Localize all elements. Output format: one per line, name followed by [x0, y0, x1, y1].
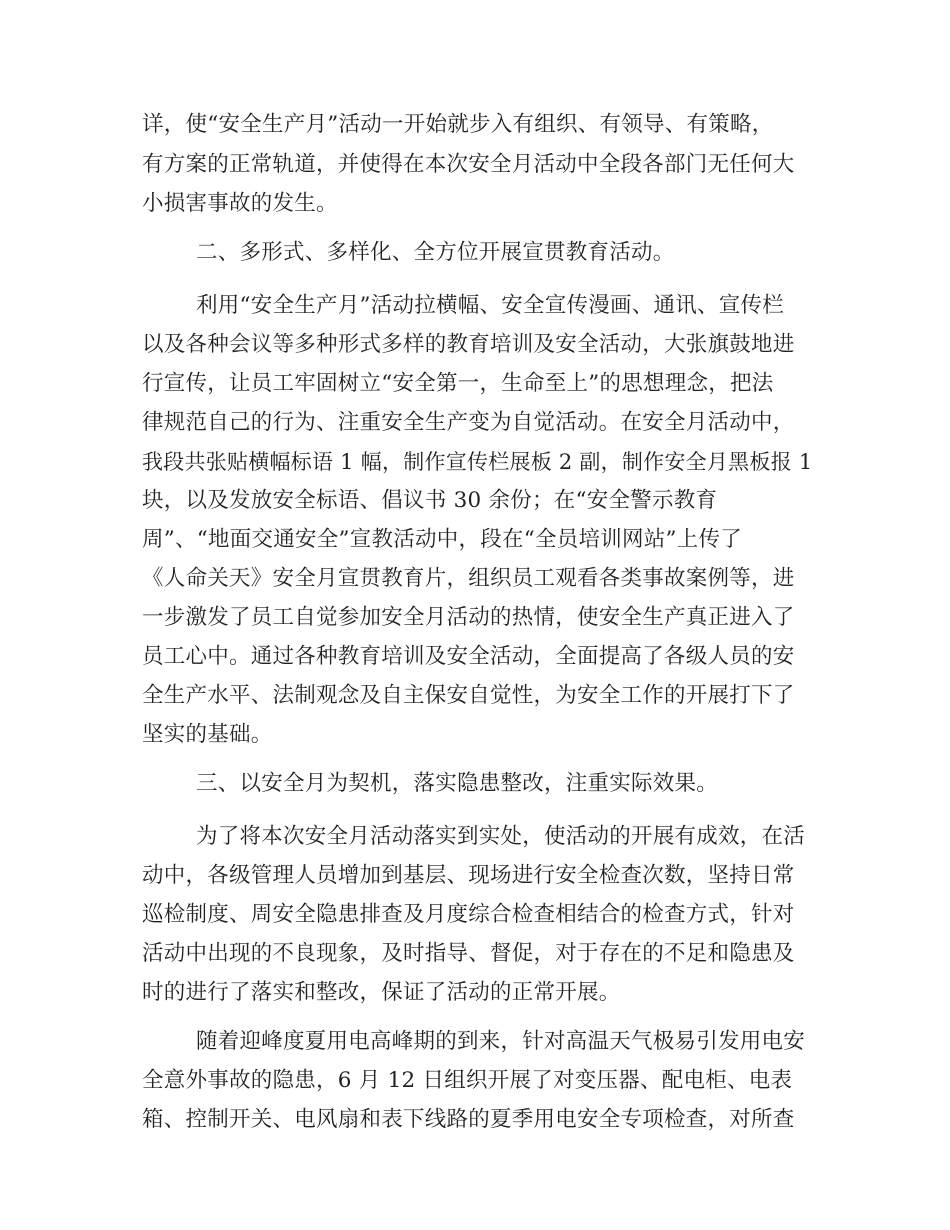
paragraph-line: 活动中出现的不良现象，及时指导、督促，对于存在的不足和隐患及 — [142, 941, 795, 966]
paragraph-line: 以及各种会议等多种形式多样的教育培训及安全活动，大张旗鼓地进 — [142, 332, 795, 357]
paragraph-line: 有方案的正常轨道，并使得在本次安全月活动中全段各部门无任何大 — [142, 152, 795, 177]
paragraph-line: 员工心中。通过各种教育培训及安全活动，全面提高了各级人员的安 — [142, 644, 795, 669]
paragraph-line: 巡检制度、周安全隐患排查及月度综合检查相结合的检查方式，针对 — [142, 902, 795, 927]
paragraph-line: 小损害事故的发生。 — [142, 191, 338, 216]
paragraph-line: 我段共张贴横幅标语 1 幅，制作宣传栏展板 2 副，制作安全月黑板报 1 — [142, 450, 813, 474]
paragraph-line: 详，使“安全生产月”活动一开始就步入有组织、有领导、有策略， — [142, 112, 774, 137]
paragraph-line: 利用“安全生产月”活动拉横幅、安全宣传漫画、通讯、宣传栏 — [196, 293, 784, 318]
paragraph-line: 《人命关天》安全月宣贯教育片，组织员工观看各类事故案例等，进 — [142, 566, 795, 591]
paragraph-line: 周”、“地面交通安全”宣教活动中，段在“全员培训网站”上传了 — [142, 527, 742, 552]
paragraph-line: 全生产水平、法制观念及自主保安自觉性，为安全工作的开展打下了 — [142, 683, 795, 708]
paragraph-line: 为了将本次安全月活动落实到实处，使活动的开展有成效，在活 — [196, 824, 806, 849]
paragraph-line: 随着迎峰度夏用电高峰期的到来，针对高温天气极易引发用电安 — [196, 1029, 806, 1054]
paragraph-line: 坚实的基础。 — [142, 722, 273, 747]
paragraph-line: 行宣传，让员工牢固树立“安全第一，生命至上”的思想理念，把法 — [142, 371, 774, 396]
paragraph-line: 时的进行了落实和整改，保证了活动的正常开展。 — [142, 980, 621, 1005]
paragraph-line: 全意外事故的隐患，6 月 12 日组织开展了对变压器、配电柜、电表 — [142, 1068, 793, 1093]
section-heading: 三、以安全月为契机，落实隐患整改，注重实际效果。 — [196, 771, 719, 796]
paragraph-line: 律规范自己的行为、注重安全生产变为自觉活动。在安全月活动中， — [142, 410, 795, 435]
paragraph-line: 动中，各级管理人员增加到基层、现场进行安全检查次数，坚持日常 — [142, 863, 795, 888]
paragraph-line: 箱、控制开关、电风扇和表下线路的夏季用电安全专项检查，对所查 — [142, 1107, 795, 1132]
paragraph-line: 一步激发了员工自觉参加安全月活动的热情，使安全生产真正进入了 — [142, 605, 795, 630]
paragraph-line: 块，以及发放安全标语、倡议书 30 余份；在“安全警示教育 — [142, 488, 718, 513]
section-heading: 二、多形式、多样化、全方位开展宣贯教育活动。 — [196, 240, 675, 265]
